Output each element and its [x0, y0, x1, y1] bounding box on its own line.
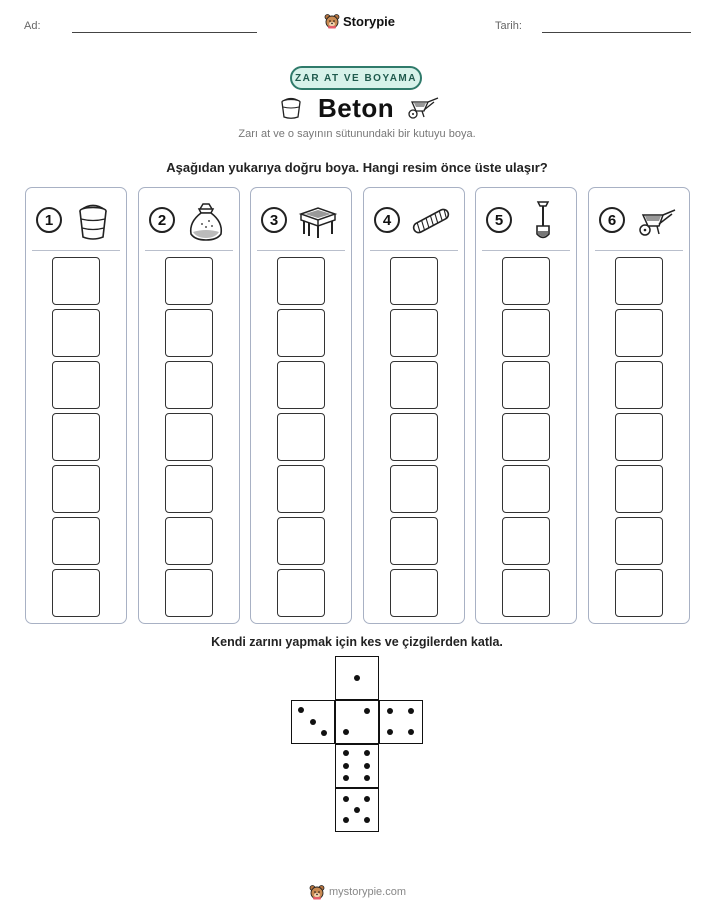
color-box[interactable] — [502, 465, 550, 513]
footer-url: mystorypie.com — [329, 886, 407, 898]
color-box[interactable] — [165, 309, 213, 357]
color-box[interactable] — [165, 569, 213, 617]
dice-face-3 — [291, 700, 335, 744]
color-box[interactable] — [390, 517, 438, 565]
dice-face-2 — [335, 700, 379, 744]
color-box[interactable] — [390, 361, 438, 409]
color-box[interactable] — [390, 465, 438, 513]
dice-pip — [343, 775, 349, 781]
rebar-icon — [410, 200, 452, 242]
color-box[interactable] — [615, 413, 663, 461]
column-4 — [363, 187, 465, 624]
page-title: Beton — [318, 93, 395, 123]
color-box[interactable] — [615, 361, 663, 409]
color-box[interactable] — [52, 361, 100, 409]
dice-pip — [408, 729, 414, 735]
dice-pip — [364, 775, 370, 781]
column-number: 2 — [149, 207, 175, 233]
dice-instruction: Kendi zarını yapmak için kes ve çizgilerden katla. — [211, 635, 503, 649]
dice-pip — [343, 796, 349, 802]
color-box[interactable] — [502, 361, 550, 409]
activity-badge: ZAR AT VE BOYAMA — [290, 66, 422, 90]
color-box[interactable] — [615, 517, 663, 565]
bear-icon — [324, 13, 340, 29]
coloring-instruction: Aşağıdan yukarıya doğru boya. Hangi resim önce üste ulaşır? — [166, 160, 548, 175]
dice-pip — [364, 750, 370, 756]
color-box[interactable] — [277, 361, 325, 409]
dice-pip — [364, 708, 370, 714]
name-label: Ad: — [24, 20, 41, 32]
dice-pip — [343, 729, 349, 735]
bucket-icon — [278, 94, 304, 120]
color-box[interactable] — [615, 309, 663, 357]
color-box[interactable] — [390, 413, 438, 461]
column-2 — [138, 187, 240, 624]
color-box[interactable] — [390, 257, 438, 305]
color-box[interactable] — [165, 257, 213, 305]
color-box[interactable] — [52, 309, 100, 357]
color-box[interactable] — [277, 309, 325, 357]
subtitle: Zarı at ve o sayının sütunundaki bir kutuyu boya. — [238, 128, 476, 140]
color-box[interactable] — [615, 569, 663, 617]
dice-pip — [298, 707, 304, 713]
dice-pip — [387, 708, 393, 714]
bear-icon — [309, 884, 325, 900]
column-divider — [595, 250, 683, 251]
dice-pip — [343, 763, 349, 769]
column-6 — [588, 187, 690, 624]
color-box[interactable] — [165, 361, 213, 409]
color-box[interactable] — [165, 413, 213, 461]
color-box[interactable] — [52, 465, 100, 513]
column-number: 6 — [599, 207, 625, 233]
dice-face-5 — [335, 788, 379, 832]
date-label: Tarih: — [495, 20, 522, 32]
color-box[interactable] — [502, 569, 550, 617]
dice-pip — [343, 817, 349, 823]
color-box[interactable] — [502, 309, 550, 357]
bucket-icon — [72, 200, 114, 242]
color-box[interactable] — [502, 517, 550, 565]
color-box[interactable] — [390, 569, 438, 617]
dice-pip — [364, 763, 370, 769]
dice-pip — [354, 675, 360, 681]
date-line[interactable] — [542, 32, 691, 33]
footer — [309, 884, 406, 900]
color-box[interactable] — [52, 257, 100, 305]
color-box[interactable] — [277, 465, 325, 513]
dice-pip — [408, 708, 414, 714]
color-box[interactable] — [52, 413, 100, 461]
color-box[interactable] — [277, 569, 325, 617]
column-number: 4 — [374, 207, 400, 233]
color-box[interactable] — [277, 257, 325, 305]
color-box[interactable] — [615, 465, 663, 513]
column-number: 3 — [261, 207, 287, 233]
color-box[interactable] — [502, 257, 550, 305]
column-1 — [25, 187, 127, 624]
column-divider — [370, 250, 458, 251]
column-3 — [250, 187, 352, 624]
column-divider — [145, 250, 233, 251]
dice-face-4 — [379, 700, 423, 744]
color-box[interactable] — [52, 569, 100, 617]
color-box[interactable] — [502, 413, 550, 461]
shovel-icon — [522, 200, 564, 242]
dice-face-6 — [335, 744, 379, 788]
storypie-logo — [324, 13, 395, 29]
color-box[interactable] — [52, 517, 100, 565]
dice-pip — [387, 729, 393, 735]
dice-pip — [364, 817, 370, 823]
sand-bag-icon — [185, 200, 227, 242]
name-line[interactable] — [72, 32, 257, 33]
dice-face-1 — [335, 656, 379, 700]
column-number: 1 — [36, 207, 62, 233]
column-divider — [32, 250, 120, 251]
dice-pip — [321, 730, 327, 736]
color-box[interactable] — [165, 465, 213, 513]
mixing-trough-icon — [297, 200, 339, 242]
color-box[interactable] — [277, 413, 325, 461]
logo-text: Storypie — [343, 13, 396, 29]
dice-pip — [310, 719, 316, 725]
column-divider — [257, 250, 345, 251]
color-box[interactable] — [165, 517, 213, 565]
column-divider — [482, 250, 570, 251]
wheelbarrow-icon — [404, 94, 440, 120]
color-box[interactable] — [277, 517, 325, 565]
color-box[interactable] — [390, 309, 438, 357]
column-number: 5 — [486, 207, 512, 233]
wheelbarrow-icon — [635, 200, 677, 242]
column-5 — [475, 187, 577, 624]
dice-pip — [343, 750, 349, 756]
dice-pip — [354, 807, 360, 813]
dice-pip — [364, 796, 370, 802]
color-box[interactable] — [615, 257, 663, 305]
